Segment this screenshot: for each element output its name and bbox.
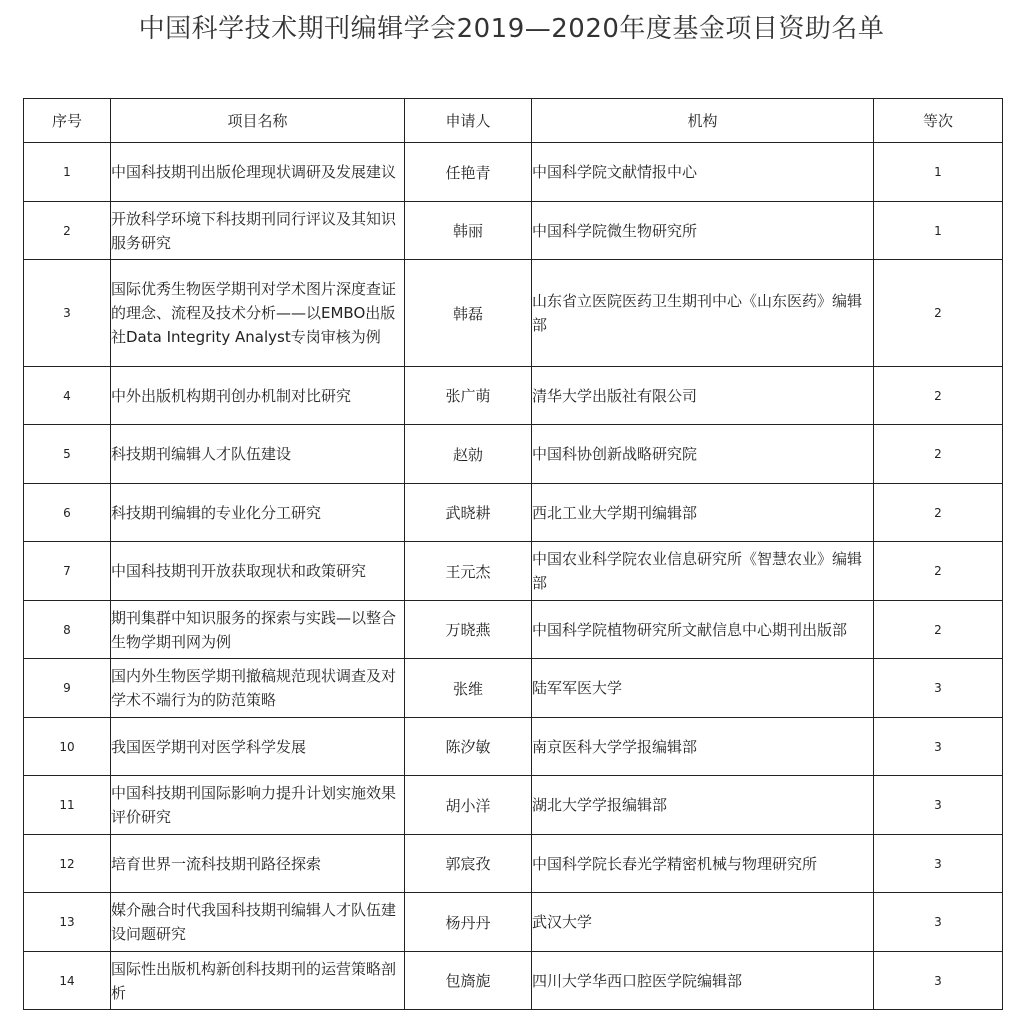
table-row [24, 718, 1003, 776]
applicant-name: 胡小洋 [405, 776, 532, 835]
grant-rank: 3 [874, 952, 1003, 1010]
table-row [24, 835, 1003, 893]
grant-rank: 3 [874, 893, 1003, 952]
header-no: 序号 [24, 99, 111, 143]
grant-rank: 3 [874, 659, 1003, 718]
applicant-name: 韩丽 [405, 202, 532, 260]
applicant-name: 任艳青 [405, 143, 532, 202]
grant-rank: 3 [874, 718, 1003, 776]
institution-name: 中国科学院文献情报中心 [532, 143, 874, 202]
applicant-name: 张维 [405, 659, 532, 718]
applicant-name: 万晓燕 [405, 601, 532, 659]
header-project: 项目名称 [111, 99, 405, 143]
project-name: 国际性出版机构新创科技期刊的运营策略剖析 [111, 952, 405, 1010]
grant-rank: 1 [874, 143, 1003, 202]
institution-name: 山东省立医院医药卫生期刊中心《山东医药》编辑部 [532, 260, 874, 367]
institution-name: 中国科学院长春光学精密机械与物理研究所 [532, 835, 874, 893]
project-name: 媒介融合时代我国科技期刊编辑人才队伍建设问题研究 [111, 893, 405, 952]
project-name: 国内外生物医学期刊撤稿规范现状调查及对学术不端行为的防范策略 [111, 659, 405, 718]
applicant-name: 杨丹丹 [405, 893, 532, 952]
table-row [24, 484, 1003, 542]
row-number: 7 [24, 542, 111, 601]
row-number: 8 [24, 601, 111, 659]
project-name: 科技期刊编辑人才队伍建设 [111, 425, 405, 484]
grant-rank: 1 [874, 202, 1003, 260]
institution-name: 南京医科大学学报编辑部 [532, 718, 874, 776]
grant-rank: 2 [874, 542, 1003, 601]
header-applicant: 申请人 [405, 99, 532, 143]
row-number: 3 [24, 260, 111, 367]
project-name: 科技期刊编辑的专业化分工研究 [111, 484, 405, 542]
applicant-name: 武晓耕 [405, 484, 532, 542]
table-row [24, 601, 1003, 659]
row-number: 2 [24, 202, 111, 260]
header-org: 机构 [532, 99, 874, 143]
applicant-name: 张广萌 [405, 367, 532, 425]
table-row [24, 542, 1003, 601]
row-number: 14 [24, 952, 111, 1010]
table-row [24, 776, 1003, 835]
project-name: 中外出版机构期刊创办机制对比研究 [111, 367, 405, 425]
grant-rank: 3 [874, 835, 1003, 893]
project-name: 培育世界一流科技期刊路径探索 [111, 835, 405, 893]
project-name: 我国医学期刊对医学科学发展 [111, 718, 405, 776]
row-number: 6 [24, 484, 111, 542]
grant-rank: 3 [874, 776, 1003, 835]
row-number: 10 [24, 718, 111, 776]
applicant-name: 包旖旎 [405, 952, 532, 1010]
row-number: 1 [24, 143, 111, 202]
header-rank: 等次 [874, 99, 1003, 143]
grant-table [23, 98, 1003, 1010]
grant-rank: 2 [874, 425, 1003, 484]
grant-rank: 2 [874, 367, 1003, 425]
institution-name: 清华大学出版社有限公司 [532, 367, 874, 425]
project-name: 期刊集群中知识服务的探索与实践—以整合生物学期刊网为例 [111, 601, 405, 659]
project-name: 中国科技期刊开放获取现状和政策研究 [111, 542, 405, 601]
institution-name: 中国农业科学院农业信息研究所《智慧农业》编辑部 [532, 542, 874, 601]
applicant-name: 陈汐敏 [405, 718, 532, 776]
table-row [24, 367, 1003, 425]
table-row [24, 260, 1003, 367]
table-row [24, 659, 1003, 718]
project-name: 国际优秀生物医学期刊对学术图片深度查证的理念、流程及技术分析——以EMBO出版社Data Integrity Analyst专岗审核为例 [111, 260, 405, 367]
applicant-name: 郭宸孜 [405, 835, 532, 893]
table-row [24, 893, 1003, 952]
project-name: 中国科技期刊出版伦理现状调研及发展建议 [111, 143, 405, 202]
grant-rank: 2 [874, 601, 1003, 659]
row-number: 5 [24, 425, 111, 484]
row-number: 4 [24, 367, 111, 425]
institution-name: 西北工业大学期刊编辑部 [532, 484, 874, 542]
applicant-name: 赵勍 [405, 425, 532, 484]
institution-name: 四川大学华西口腔医学院编辑部 [532, 952, 874, 1010]
row-number: 9 [24, 659, 111, 718]
institution-name: 武汉大学 [532, 893, 874, 952]
table-row [24, 952, 1003, 1010]
table-row [24, 143, 1003, 202]
page-title: 中国科学技术期刊编辑学会2019—2020年度基金项目资助名单 [138, 14, 885, 44]
institution-name: 中国科学院微生物研究所 [532, 202, 874, 260]
grant-rank: 2 [874, 484, 1003, 542]
table-row [24, 202, 1003, 260]
project-name: 中国科技期刊国际影响力提升计划实施效果评价研究 [111, 776, 405, 835]
row-number: 11 [24, 776, 111, 835]
applicant-name: 韩磊 [405, 260, 532, 367]
row-number: 12 [24, 835, 111, 893]
table-row [24, 425, 1003, 484]
table-header-row [24, 99, 1003, 143]
institution-name: 陆军军医大学 [532, 659, 874, 718]
institution-name: 中国科协创新战略研究院 [532, 425, 874, 484]
institution-name: 湖北大学学报编辑部 [532, 776, 874, 835]
grant-rank: 2 [874, 260, 1003, 367]
institution-name: 中国科学院植物研究所文献信息中心期刊出版部 [532, 601, 874, 659]
row-number: 13 [24, 893, 111, 952]
applicant-name: 王元杰 [405, 542, 532, 601]
project-name: 开放科学环境下科技期刊同行评议及其知识服务研究 [111, 202, 405, 260]
